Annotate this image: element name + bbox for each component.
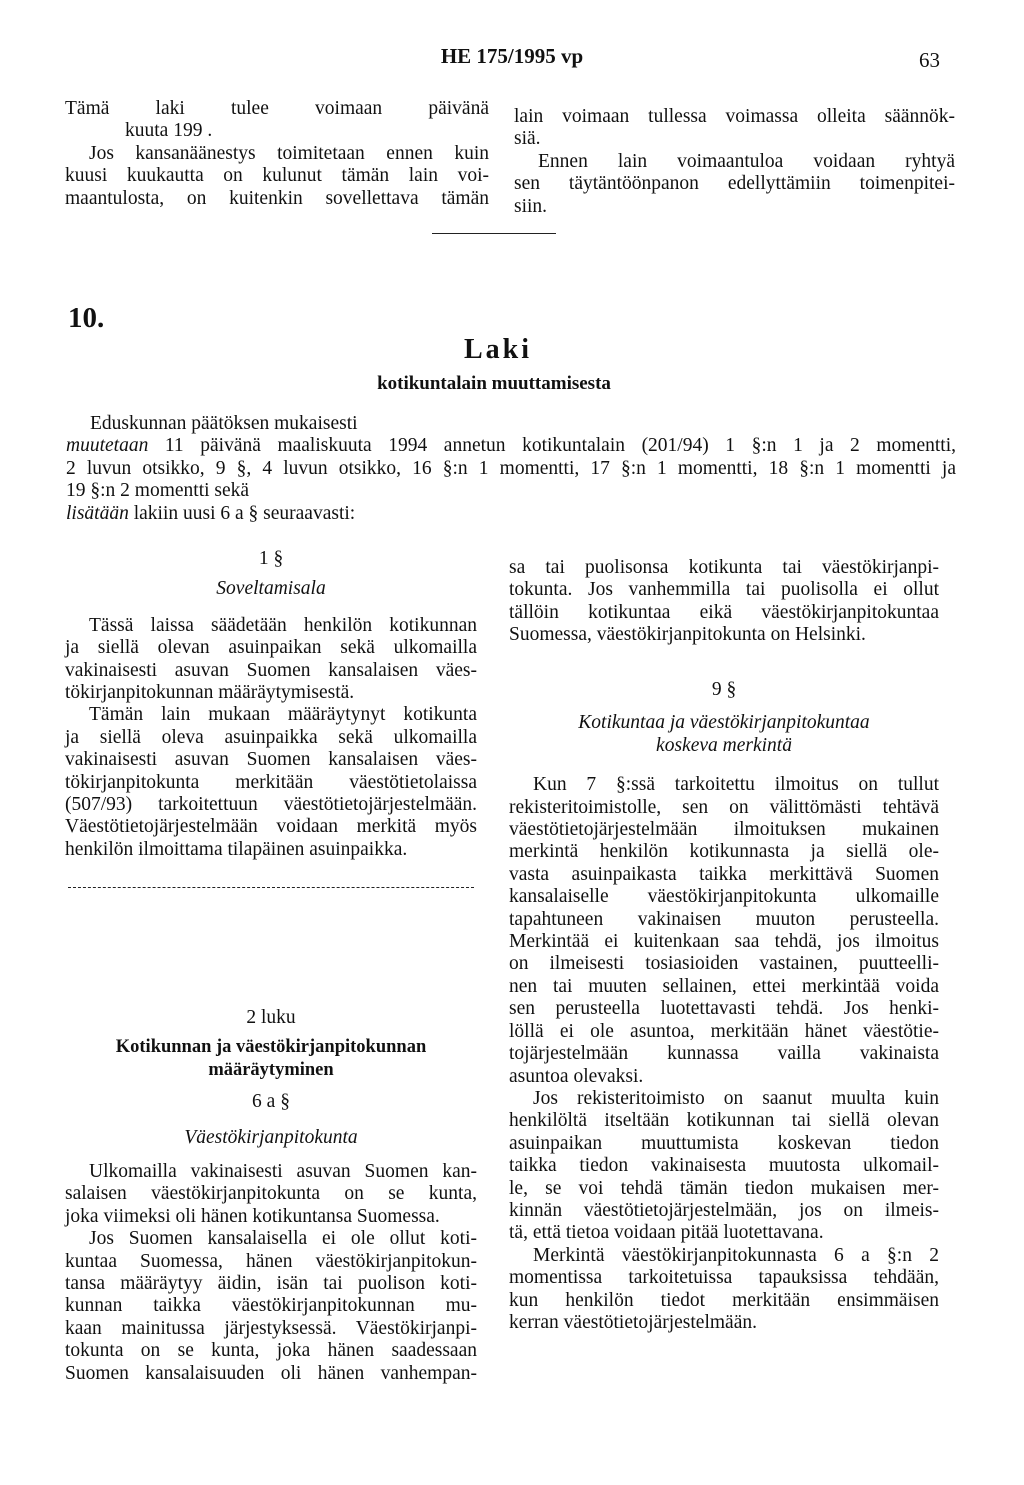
text-line: nen tai muuten sellainen, ettei merkintää voida xyxy=(509,975,939,997)
text-line: momentissa tarkoitetuissa tapauksissa tehdään, xyxy=(509,1267,939,1289)
text-line: merkintä henkilön kotikunnasta ja siellä ole- xyxy=(509,841,939,863)
text-line: on ilmeisesti tosiasioiden vastainen, puutteelli- xyxy=(509,953,939,975)
text-line: kuntaa Suomessa, hänen väestökirjanpitokun- xyxy=(65,1250,477,1272)
preamble-line: 19 §:n 2 momentti sekä xyxy=(66,480,250,502)
text-line: vakinaisesti asuvan Suomen kansalaisen väes- xyxy=(65,659,477,681)
text-line: sen täytäntöönpanon edellyttämiin toimenpitei- xyxy=(514,173,955,195)
page-number: 63 xyxy=(919,48,940,72)
text-line: sen perusteella luotettavasti tehdä. Jos henki- xyxy=(509,998,939,1020)
section-title: Kotikuntaa ja väestökirjanpitokuntaa xyxy=(578,712,870,734)
text-line: (507/93) tarkoitettuun väestötietojärjestelmään. xyxy=(65,794,477,816)
text-line: kansalaiselle väestökirjanpitokunta ulkomaille xyxy=(509,886,939,908)
law-subtitle: kotikuntalain muuttamisesta xyxy=(377,373,611,394)
add-keyword: lisätään xyxy=(66,502,129,524)
text-line: Merkintää ei kuitenkaan saa tehdä, jos ilmoitus xyxy=(509,931,939,953)
text-line: henkilön ilmoittama tilapäinen asuinpaikka. xyxy=(65,838,408,860)
text-line: löllä ei ole asuntoa, merkitään hänet väestötie- xyxy=(509,1020,939,1042)
paragraph xyxy=(65,1228,477,1385)
left-column xyxy=(65,548,477,861)
end-rule xyxy=(432,233,556,234)
text-line: Jos Suomen kansalaisella ei ole ollut koti- xyxy=(89,1228,477,1250)
text-line: asuinpaikan muuttumista koskevan tiedon xyxy=(509,1132,939,1154)
text-line: Merkintä väestökirjanpitokunnasta 6 a §:n 2 xyxy=(533,1244,939,1266)
text-line: Tämä laki tulee voimaan päivänä xyxy=(65,98,489,119)
text-line: lain voimaan tullessa voimassa olleita säännök- xyxy=(514,106,955,127)
preamble-line: 2 luvun otsikko, 9 §, 4 luvun otsikko, 16 §:n 1 momentti, 17 §:n 1 momentti, 18 §:n 1 momentti ja xyxy=(66,457,956,479)
amend-keyword: muutetaan xyxy=(66,435,149,457)
section-heading: 1 § xyxy=(258,548,284,569)
text-line: Väestötietojärjestelmään voidaan merkitä myös xyxy=(65,816,477,838)
text-line: asuntoa olevaksi. xyxy=(509,1065,644,1087)
text-line: henkilöltä itseltään kotikunnan tai siellä olevan xyxy=(509,1110,939,1132)
chapter-label: 2 luku xyxy=(246,1007,296,1028)
text-line: Suomen kansalaisuuden oli hänen vanhempan- xyxy=(65,1362,477,1384)
left-column-chapter xyxy=(65,1007,477,1385)
text-line: kun henkilön tiedot merkitään ensimmäisen xyxy=(509,1289,939,1311)
top-left-column xyxy=(65,98,489,210)
paragraph xyxy=(65,1161,477,1228)
paragraph xyxy=(509,557,939,647)
paragraph xyxy=(65,615,477,705)
text-line: kuuta 199 . xyxy=(125,120,213,142)
preamble-text: 11 päivänä maaliskuuta 1994 annetun kotikuntalain (201/94) 1 §:n 1 ja 2 momentti, xyxy=(148,435,956,457)
text-line: ja siellä olevan asuinpaikan sekä ulkomailla xyxy=(65,637,477,659)
text-line: maantulosta, on kuitenkin sovellettava tämän xyxy=(65,187,489,209)
section-title: Soveltamisala xyxy=(216,578,326,600)
text-line: kuusi kuukautta on kulunut tämän lain voi- xyxy=(65,165,489,187)
section-heading: 9 § xyxy=(711,679,737,700)
paragraph xyxy=(509,1088,939,1245)
text-line: kunnan taikka väestökirjanpitokunnan mu- xyxy=(65,1295,477,1317)
text-line: tansa määräytyy äidin, isän tai puolison koti- xyxy=(65,1273,477,1295)
chapter-title: Kotikunnan ja väestökirjanpitokunnan xyxy=(115,1037,427,1058)
omission-dashes xyxy=(68,887,474,888)
text-line: tökirjanpitokunta merkitään väestötietolaissa xyxy=(65,771,477,793)
text-line: Kun 7 §:ssä tarkoitettu ilmoitus on tullut xyxy=(533,774,939,796)
preamble xyxy=(66,413,956,525)
text-line: joka viimeksi oli hänen kotikuntansa Suomessa. xyxy=(65,1205,440,1227)
text-line: taikka tiedon vakinaisesta muutosta ulkomail- xyxy=(509,1155,939,1177)
text-line: Jos rekisteritoimisto on saanut muulta kuin xyxy=(533,1087,939,1109)
text-line: Ennen lain voimaantuloa voidaan ryhtyä xyxy=(538,150,955,172)
text-line: tokunta. Jos vanhemmilla tai puolisolla ei ollut xyxy=(509,579,939,601)
paragraph xyxy=(509,774,939,1088)
text-line: ja siellä oleva asuinpaikka sekä ulkomailla xyxy=(65,726,477,748)
text-line: Ulkomailla vakinaisesti asuvan Suomen kan- xyxy=(89,1161,477,1183)
text-line: Tässä laissa säädetään henkilön kotikunnan xyxy=(89,614,477,636)
paragraph xyxy=(65,704,477,861)
text-line: tapahtuneen vakinaisen muuton perusteella. xyxy=(509,908,939,930)
preamble-line: Eduskunnan päätöksen mukaisesti xyxy=(90,413,358,434)
text-line: siä. xyxy=(514,128,541,150)
paragraph xyxy=(509,1245,939,1335)
text-line: tällöin kotikuntaa eikä väestökirjanpitokuntaa xyxy=(509,601,939,623)
preamble-line xyxy=(66,435,956,457)
text-line: vasta asuinpaikasta taikka merkittävä Suomen xyxy=(509,863,939,885)
section-title: koskeva merkintä xyxy=(656,734,792,756)
section-title: Väestökirjanpitokunta xyxy=(184,1126,358,1148)
text-line: vakinaisesti asuvan Suomen kansalaisen väes- xyxy=(65,749,477,771)
section-number: 10. xyxy=(68,302,105,334)
header-title: HE 175/1995 vp xyxy=(440,44,584,68)
text-line: tä, että tietoa voidaan pitää luotettavana. xyxy=(509,1222,824,1244)
right-column-s9 xyxy=(509,679,939,1334)
text-line: kinnän väestötietojärjestelmään, jos on ilmeis- xyxy=(509,1199,939,1221)
law-title: Laki xyxy=(463,334,533,365)
text-line: tökirjanpitokunnan määräytymisestä. xyxy=(65,682,355,704)
text-line: rekisteritoimistolle, sen on välittömästi tehtävä xyxy=(509,796,939,818)
text-line: kerran väestötietojärjestelmään. xyxy=(509,1311,757,1333)
text-line: Tämän lain mukaan määräytynyt kotikunta xyxy=(89,704,477,726)
text-line: salaisen väestökirjanpitokunta on se kunta, xyxy=(65,1183,477,1205)
section-heading: 6 a § xyxy=(252,1091,290,1113)
text-line: Suomessa, väestökirjanpitokunta on Helsinki. xyxy=(509,624,866,646)
text-line: siin. xyxy=(514,195,548,217)
top-right-column xyxy=(514,106,955,218)
text-line: tokunta on se kunta, joka hänen saadessaan xyxy=(65,1340,477,1362)
chapter-title: määräytyminen xyxy=(208,1059,334,1080)
text-line: kaan mainitussa järjestyksessä. Väestökirjanpi- xyxy=(65,1317,477,1339)
text-line: tojärjestelmään kunnassa vailla vakinaista xyxy=(509,1043,939,1065)
text-line: sa tai puolisonsa kotikunta tai väestökirjanpi- xyxy=(509,557,939,578)
text-line: le, se voi tehdä tämän tiedon mukaisen mer- xyxy=(509,1177,939,1199)
preamble-text: lakiin uusi 6 a § seuraavasti: xyxy=(128,502,356,524)
text-line: väestötietojärjestelmään ilmoituksen mukainen xyxy=(509,819,939,841)
text-line: Jos kansanäänestys toimitetaan ennen kuin xyxy=(89,142,489,164)
preamble-line xyxy=(66,503,956,525)
right-column xyxy=(509,557,939,647)
